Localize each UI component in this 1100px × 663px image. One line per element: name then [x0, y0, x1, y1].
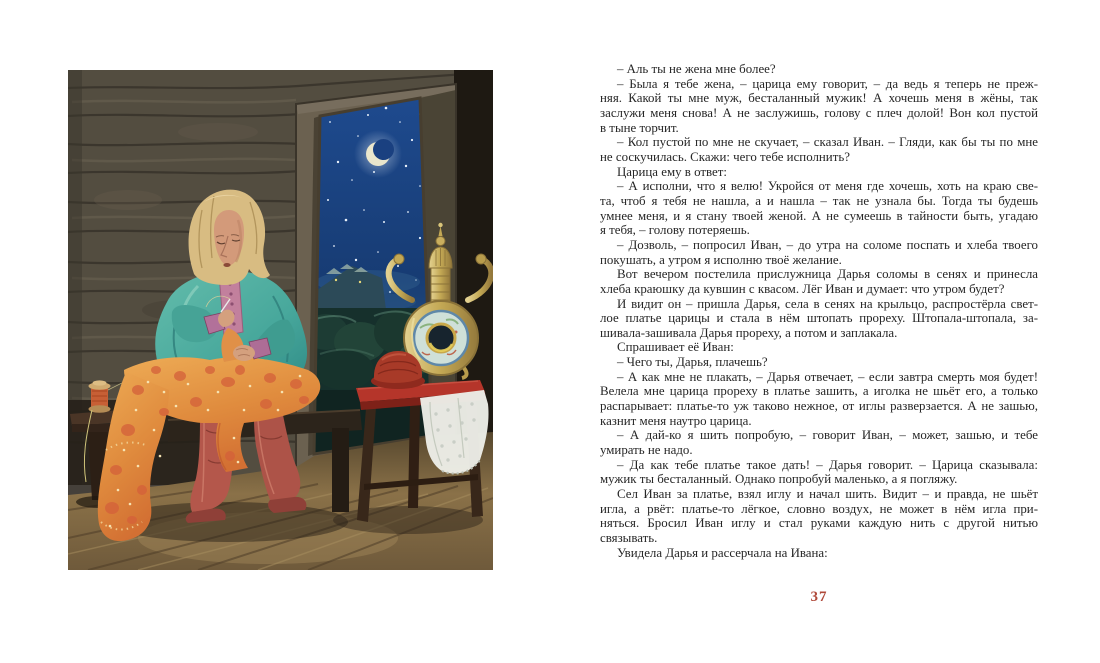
text-line: – Да как тебе платье такое дать! – Дарья говорит. – Царица сказывала:: [617, 457, 1038, 472]
text-line: – Была я тебе жена, – царица ему говорит, – да ведь я теперь не преж-: [617, 76, 1038, 91]
text-line: – Чего ты, Дарья, плачешь?: [617, 355, 768, 370]
text-line: – А как мне не плакать, – Дарья отвечает, – если завтра смерть моя будет!: [617, 369, 1038, 384]
text-line: игла, а рвёт: платье-то лёгкое, словно воздух, не может в нём игла при-: [600, 501, 1038, 516]
story-text-column: [600, 62, 1038, 560]
text-line: хлеба краюшку да кувшин с квасом. Лёг Иван и думает: что утром будет?: [600, 281, 1005, 296]
text-line: няться. Бросил Иван иглу и стал руками каждую нить с другой нитью: [600, 516, 1038, 531]
text-line: шивала-зашивала Дарья прореху, а потом и заплакала.: [600, 325, 898, 340]
text-line: я тебя, – голову потеряешь.: [600, 223, 750, 238]
text-line: – А дай-ко я шить попробую, – говорит Иван, – может, зашью, и тебе: [617, 428, 1038, 443]
resting-hand: [233, 345, 255, 361]
text-line: распарывает: платье-то уж таково нежное, от иглы разверзается. А не зашью,: [600, 399, 1038, 414]
text-line: Вот вечером постелила прислужница Дарья соломы в сенях и принесла: [617, 267, 1038, 282]
text-line: казнит меня наутро царица.: [600, 413, 752, 428]
text-line: Сел Иван за платье, взял иглу и начал шить. Видит – и правда, не шьёт: [617, 487, 1038, 502]
page-number: 37: [810, 589, 828, 605]
book-illustration: [68, 70, 493, 570]
text-line: Велела мне царица прореху в платье зашить, а иголка не шьёт его, а только: [600, 384, 1038, 399]
text-line: заслужи меня снова! А не заслужишь, голову с плеч долой! Вон кол пустой: [600, 105, 1038, 120]
text-line: И видит он – пришла Дарья, села в сенях на крыльцо, распростёрла свет-: [617, 296, 1038, 311]
text-line: умнее меня, и я стану твоей женой. А не сумеешь в тайности быть, угадаю: [600, 208, 1038, 223]
text-line: – Кол пустой по мне не скучает, – сказал Иван. – Гляди, как бы ты по мне: [617, 135, 1038, 150]
text-line: лое платье царицы и стала в нём штопать прореху. Штопала-штопала, за-: [600, 311, 1038, 326]
text-line: та, чтоб я тебя не нашла, а и нашла – так не узнала бы. Тогда ты будешь: [600, 193, 1038, 208]
text-line: связывать.: [600, 531, 658, 545]
text-line: Спрашивает её Иван:: [617, 340, 734, 355]
text-line: покушать, а утром я исполню твоё желание.: [600, 252, 842, 267]
text-line: мужик ты бесталанный. Однако попробуй маленько, а я погляжу.: [600, 472, 958, 487]
text-line: – А исполни, что я велю! Укройся от меня где хочешь, хоть на краю све-: [617, 179, 1038, 194]
text-line: Царица ему в ответ:: [617, 164, 727, 179]
text-line: в тыне торчит.: [600, 120, 679, 135]
text-line: не соскучилась. Скажи: чего тебе исполнить?: [600, 149, 850, 164]
text-line: Увидела Дарья и рассерчала на Ивана:: [617, 545, 828, 560]
text-line: няя. Какой ты мне муж, бесталанный мужик! А хочешь меня в жёны, так: [600, 91, 1038, 106]
text-line: умирать не надо.: [600, 443, 693, 458]
text-line: – Дозволь, – попросил Иван, – до утра на соломе поспать и хлеба твоего: [617, 237, 1038, 252]
text-line: – Аль ты не жена мне более?: [617, 62, 776, 76]
